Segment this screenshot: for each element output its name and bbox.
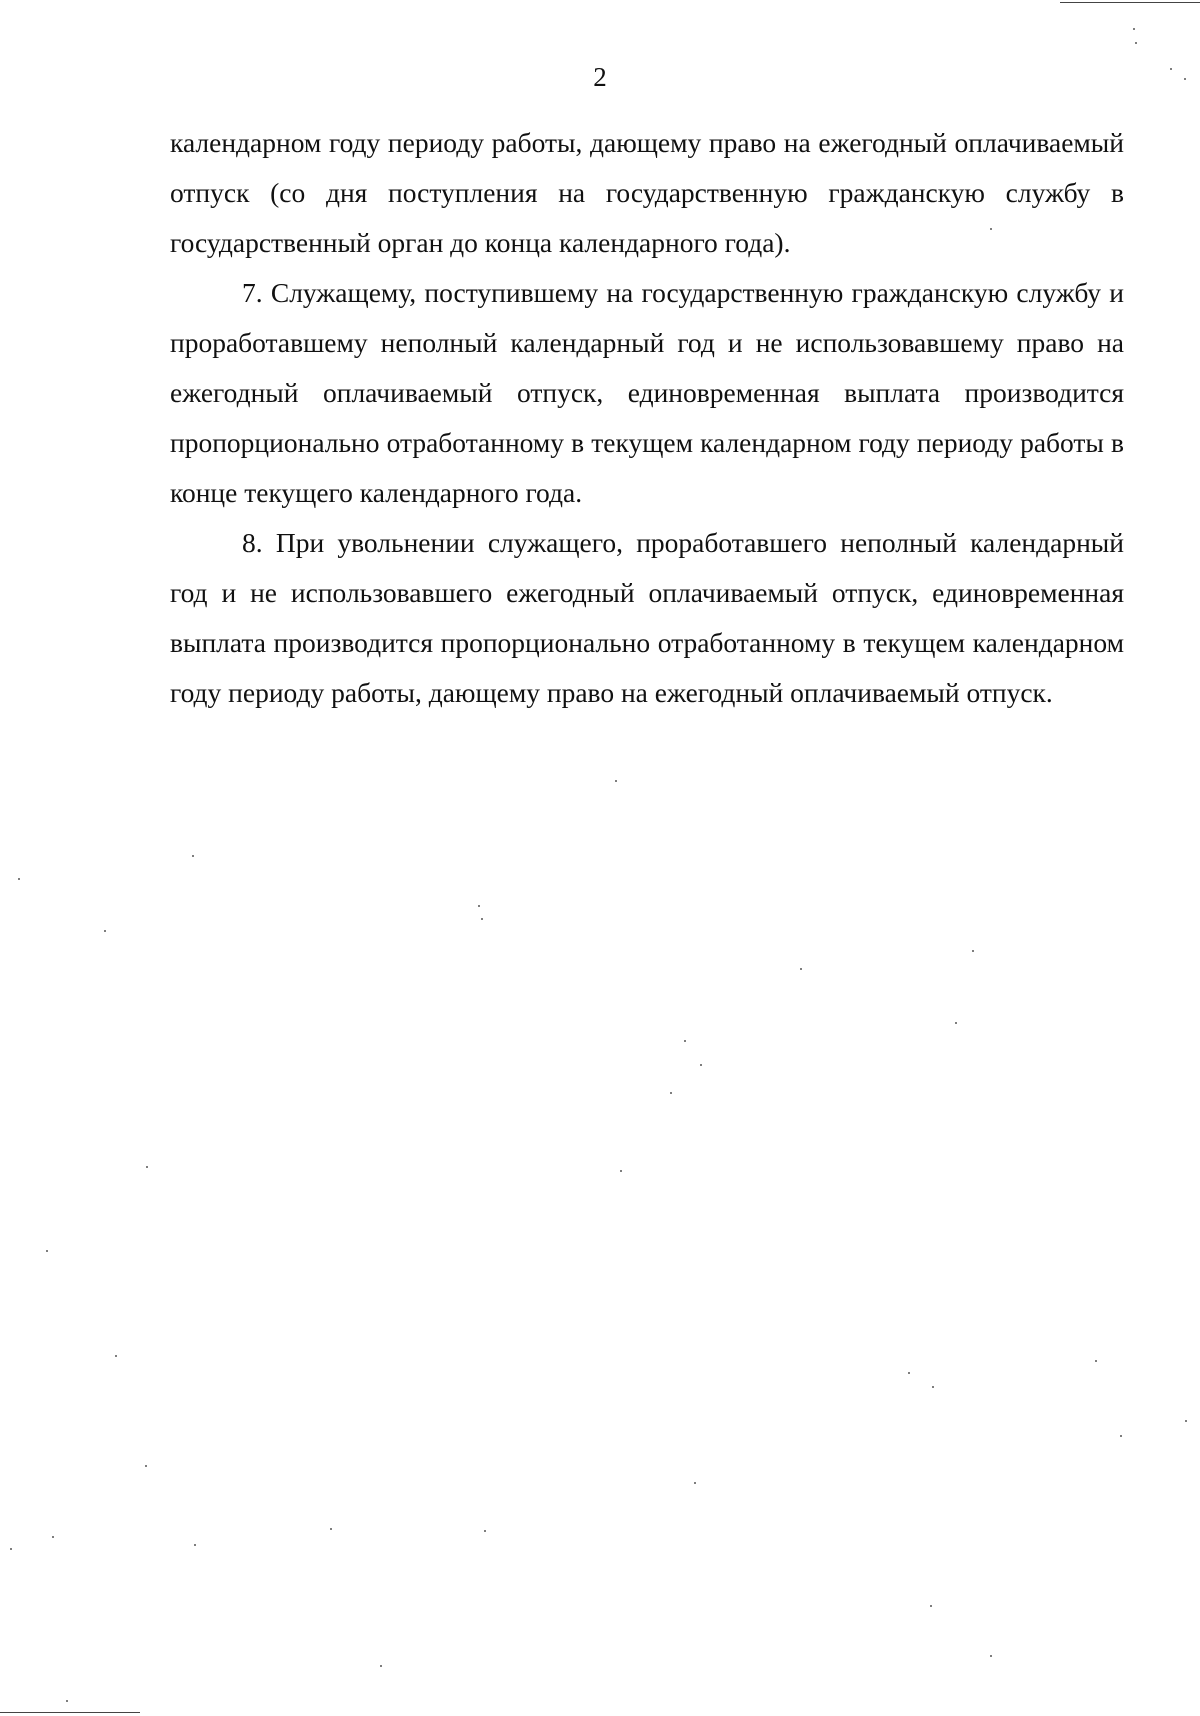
scan-speck (1184, 78, 1186, 80)
scan-speck (990, 228, 992, 230)
scan-speck (908, 1372, 910, 1374)
scan-speck (66, 1700, 68, 1702)
scan-speck (1170, 68, 1172, 70)
scan-speck (380, 1665, 382, 1667)
scan-speck (46, 1250, 48, 1252)
scan-speck (481, 918, 483, 920)
scan-speck (104, 930, 106, 932)
document-body (170, 118, 1124, 718)
scan-speck (1120, 1435, 1122, 1437)
scan-speck (1133, 28, 1135, 30)
scan-speck (694, 1482, 696, 1484)
scan-speck (330, 1528, 332, 1530)
page-number: 2 (593, 62, 607, 92)
scan-speck (192, 855, 194, 857)
scan-speck (146, 1166, 148, 1168)
scan-speck (18, 878, 20, 880)
scan-speck (194, 1544, 196, 1546)
scan-speck (972, 950, 974, 952)
scan-speck (684, 1040, 686, 1042)
scan-speck (930, 1605, 932, 1607)
scan-speck (620, 1170, 622, 1172)
paragraph-continuation: календарном году периоду работы, дающему право на ежегодный оплачиваемый отпуск (со дня поступления на государственную гражданскую службу в государственный орган до конца календарного года). (170, 127, 1124, 258)
scan-speck (800, 968, 802, 970)
scan-speck (670, 1092, 672, 1094)
scan-speck (52, 1536, 54, 1538)
paragraph-item-7: 7. Служащему, поступившему на государственную гражданскую службу и проработавшему неполный календарный год и не использовавшему право на ежегодный оплачиваемый отпуск, единовременная выплата производится пропорционально отработанному в текущем календарном году периоду работы в конце текущего календарного года. (170, 277, 1124, 508)
scan-edge-top (1060, 2, 1200, 3)
scan-speck (478, 905, 480, 907)
scan-speck (115, 1355, 117, 1357)
scan-speck (484, 1530, 486, 1532)
scan-speck (1135, 42, 1137, 44)
scan-speck (990, 1655, 992, 1657)
scan-speck (10, 1548, 12, 1550)
scan-speck (700, 1064, 702, 1066)
scan-speck (145, 1465, 147, 1467)
scan-speck (932, 1386, 934, 1388)
paragraph-item-8: 8. При увольнении служащего, проработавшего неполный календарный год и не использовавшего ежегодный оплачиваемый отпуск, единовременная выплата производится пропорционально отработанному в текущем календарном году периоду работы, дающему право на ежегодный оплачиваемый отпуск. (170, 527, 1124, 708)
scan-speck (1185, 1420, 1187, 1422)
scan-edge-bottom (0, 1712, 140, 1713)
scan-speck (615, 780, 617, 782)
scan-speck (1095, 1360, 1097, 1362)
scan-speck (955, 1022, 957, 1024)
